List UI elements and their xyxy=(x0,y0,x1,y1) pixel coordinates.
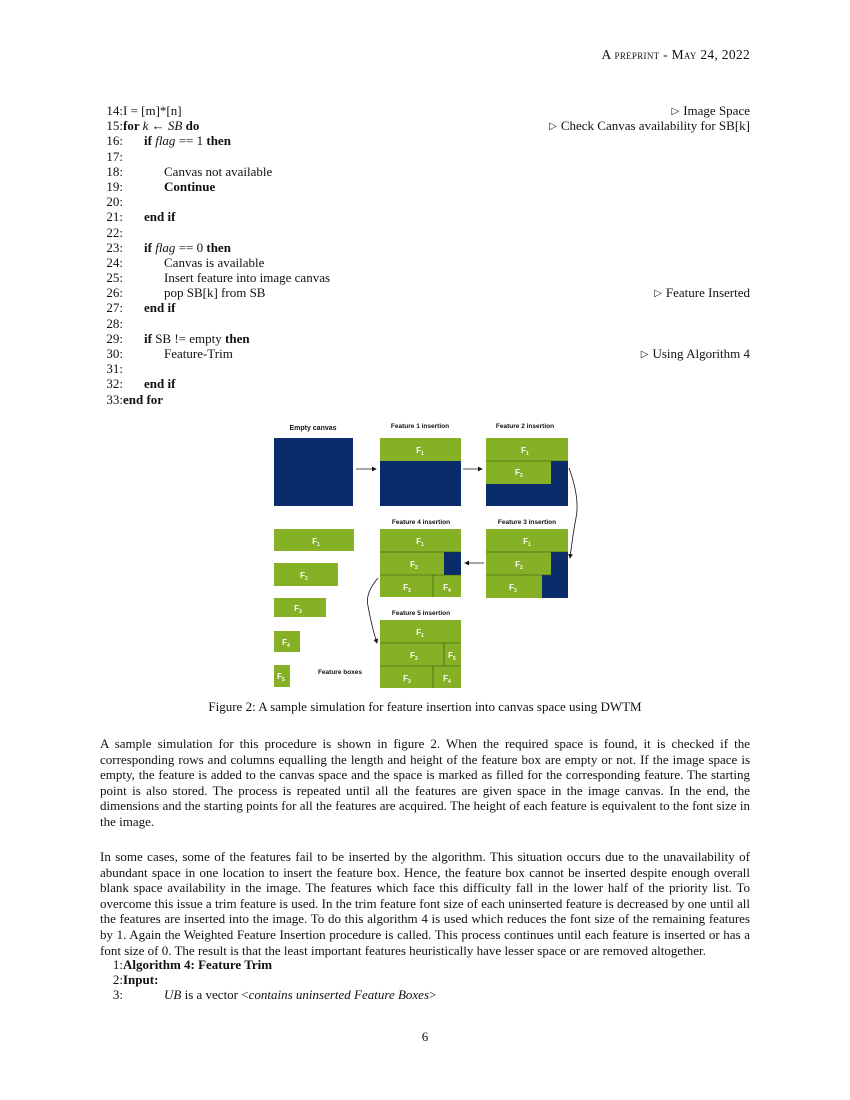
algorithm-4-start xyxy=(98,957,750,1003)
code-token: Continue xyxy=(164,178,216,194)
svg-text:F1: $F_1$ xyxy=(416,446,424,457)
svg-text:F3: $F_3$ xyxy=(509,583,517,594)
title-feature-3: Feature 3 insertion xyxy=(497,519,557,526)
code-token: end if xyxy=(144,209,176,225)
code-text xyxy=(123,972,158,987)
code-text xyxy=(144,376,175,391)
algo-line xyxy=(98,164,750,179)
code-token: if xyxy=(144,330,156,346)
svg-text:F2: $F_2$ xyxy=(515,560,523,571)
code-text xyxy=(164,255,264,270)
code-text xyxy=(123,957,272,972)
code-token: Canvas is available xyxy=(164,254,265,270)
code-token: then xyxy=(225,330,250,346)
svg-text:F1: $F_1$ xyxy=(521,446,529,457)
svg-text:F2: $F_2$ xyxy=(515,468,523,479)
code-token: Input: xyxy=(123,972,159,988)
algo-line xyxy=(98,118,750,133)
title-feature-4: Feature 4 insertion xyxy=(391,519,451,526)
algo-line xyxy=(98,240,750,255)
code-token: flag xyxy=(155,133,176,149)
code-token: Feature-Trim xyxy=(164,346,233,361)
code-token: then xyxy=(206,239,231,255)
line-number: 28: xyxy=(106,315,123,331)
algo-line xyxy=(98,255,750,270)
line-number: 27: xyxy=(106,300,123,316)
svg-text:F2: $F_2$ xyxy=(410,560,418,571)
line-number: 26: xyxy=(106,285,123,301)
code-token: I = [m]*[n] xyxy=(123,103,182,118)
canvas-feature-2 xyxy=(486,438,568,506)
code-token: if xyxy=(144,239,156,255)
svg-text:F4: $F_4$ xyxy=(282,638,290,649)
body-paragraph-1: A sample simulation for this procedure is shown in figure 2. When the required space is found, it is checked if the corresponding rows and columns equalling the length and height of the feature box are empty or not. If the image space is empty, the feature is added to the canvas space and the space is marked as filled for the corresponding feature. The starting point is also stored. The process is repeated until all the features are given space in the image canvas. In the end, the dimensions and the starting points for all the features are acquired. The height of each feature is equivalent to the font size in the image. xyxy=(100,736,750,829)
algo-line xyxy=(98,270,750,285)
svg-text:F1: $F_1$ xyxy=(523,537,531,548)
line-number: 2: xyxy=(112,972,123,988)
line-number: 15: xyxy=(106,118,123,134)
comment-text: Check Canvas availability for SB[k] xyxy=(560,118,750,134)
code-text xyxy=(164,987,436,1002)
line-number: 17: xyxy=(106,148,123,164)
code-token: if xyxy=(144,133,156,149)
title-feature-boxes: Feature boxes xyxy=(317,669,363,676)
header-label: A preprint xyxy=(601,47,660,62)
code-text xyxy=(123,103,182,118)
algo-line xyxy=(98,331,750,346)
code-token: SB != empty xyxy=(155,330,226,346)
title-empty-canvas: Empty canvas xyxy=(289,425,337,432)
algorithm-continuation xyxy=(98,103,750,407)
svg-text:F1: $F_1$ xyxy=(416,537,424,548)
svg-text:F5: $F_5$ xyxy=(277,672,285,683)
empty-canvas xyxy=(274,438,353,506)
code-text xyxy=(144,209,175,224)
algo-line xyxy=(98,987,750,1002)
header-date: May 24, 2022 xyxy=(671,47,750,62)
code-text xyxy=(164,179,215,194)
code-token: > xyxy=(429,987,437,1003)
comment-triangle-icon: ▷ xyxy=(640,349,649,360)
comment-text: Image Space xyxy=(683,103,750,118)
code-text xyxy=(123,392,163,407)
line-number: 29: xyxy=(106,330,123,346)
line-number: 16: xyxy=(106,133,123,149)
line-number: 20: xyxy=(106,194,123,210)
code-token: == 0 xyxy=(175,239,207,255)
algo-line xyxy=(98,972,750,987)
comment-text: Using Algorithm 4 xyxy=(652,346,750,361)
code-token: k ← SB xyxy=(142,118,183,134)
line-number: 24: xyxy=(106,254,123,270)
code-text xyxy=(164,270,330,285)
line-number: 21: xyxy=(106,209,123,225)
algo-line xyxy=(98,194,750,209)
algo-line xyxy=(98,361,750,376)
figure-2-diagram xyxy=(270,418,582,688)
code-token: then xyxy=(206,133,231,149)
line-number: 30: xyxy=(106,346,123,361)
algo-line xyxy=(98,179,750,194)
code-token: == 1 xyxy=(175,133,207,149)
title-feature-2: Feature 2 insertion xyxy=(495,423,555,430)
comment-triangle-icon: ▷ xyxy=(549,121,557,133)
code-token: for xyxy=(123,118,143,134)
svg-text:F4: $F_4$ xyxy=(443,583,451,594)
algo-line xyxy=(98,316,750,331)
code-text xyxy=(123,118,199,133)
comment-triangle-icon: ▷ xyxy=(654,288,662,300)
code-token: contains uninserted Feature Boxes xyxy=(248,987,430,1003)
code-token: end if xyxy=(144,300,176,316)
line-number: 25: xyxy=(106,270,123,286)
canvas-feature-4 xyxy=(380,529,461,597)
line-number: 23: xyxy=(106,239,123,255)
svg-text:F3: $F_3$ xyxy=(403,674,411,685)
line-number: 33: xyxy=(106,391,123,407)
line-number: 3: xyxy=(112,987,123,1003)
algo-line xyxy=(98,133,750,148)
body-paragraph-2: In some cases, some of the features fail to be inserted by the algorithm. This situation occurs due to the unavailability of abundant space in one location to insert the feature box. Hence, the feature box cannot be inserted despite enough overall blank space availability in the image. The features which face this difficulty fall in the lower half of the priority list. To overcome this issue a trim feature is used. In the trim feature font size of each uninserted feature is decreased by one until all the features are inserted into the image. To do this algorithm 4 is used which reduces the font size of the remaining features by 1. Again the Weighted Feature Insertion procedure is called. This process continues until each feature is inserted or has a font size of 0. The result is that the least important features heuristically have lesser space or are removed altogether. xyxy=(100,849,750,958)
svg-text:F5: $F_5$ xyxy=(448,651,456,662)
code-token: pop SB[k] from SB xyxy=(164,285,266,301)
code-text xyxy=(144,331,250,346)
code-token: Insert feature into image canvas xyxy=(164,270,331,286)
algo-line xyxy=(98,149,750,164)
line-number: 22: xyxy=(106,224,123,240)
code-token: end for xyxy=(123,391,164,407)
code-text xyxy=(144,133,231,148)
algo-line xyxy=(98,300,750,315)
code-token: flag xyxy=(155,239,176,255)
page-number: 6 xyxy=(421,1029,429,1044)
running-header xyxy=(602,47,750,63)
svg-text:F4: $F_4$ xyxy=(443,674,451,685)
code-text xyxy=(144,300,175,315)
code-token: Canvas not available xyxy=(164,163,273,179)
canvas-feature-1 xyxy=(380,438,461,506)
code-text xyxy=(164,346,233,361)
line-number: 31: xyxy=(106,361,123,377)
svg-text:F3: $F_3$ xyxy=(294,604,302,615)
code-text xyxy=(164,164,272,179)
svg-text:F1: $F_1$ xyxy=(312,537,320,548)
svg-text:F2: $F_2$ xyxy=(300,571,308,582)
svg-text:F1: $F_1$ xyxy=(416,628,424,639)
algo-line xyxy=(98,285,750,300)
feature-boxes xyxy=(274,529,354,687)
code-token: Algorithm 4: Feature Trim xyxy=(123,957,273,972)
code-token: UB xyxy=(164,987,182,1003)
algo-line xyxy=(98,957,750,972)
algo-line xyxy=(98,209,750,224)
algo-line xyxy=(98,225,750,240)
header-separator: - xyxy=(659,47,672,62)
line-number: 1: xyxy=(112,957,123,972)
line-number: 14: xyxy=(106,103,123,118)
code-text xyxy=(164,285,265,300)
algo-line xyxy=(98,376,750,391)
title-feature-5: Feature 5 insertion xyxy=(391,610,451,617)
figure-caption: Figure 2: A sample simulation for feature insertion into canvas space using DWTM xyxy=(208,699,642,714)
algo-line xyxy=(98,392,750,407)
comment-text: Feature Inserted xyxy=(665,285,750,301)
code-token: end if xyxy=(144,376,176,392)
comment-triangle-icon: ▷ xyxy=(671,106,680,117)
canvas-feature-3 xyxy=(486,529,568,598)
title-feature-1: Feature 1 insertion xyxy=(390,423,450,430)
code-token: is a vector < xyxy=(181,987,249,1003)
algo-line xyxy=(98,103,750,118)
algo-line xyxy=(98,346,750,361)
svg-text:F2: $F_2$ xyxy=(410,651,418,662)
code-token: do xyxy=(182,118,200,134)
line-number: 19: xyxy=(106,178,123,194)
line-number: 32: xyxy=(106,376,123,392)
line-number: 18: xyxy=(106,163,123,179)
code-text xyxy=(144,240,231,255)
canvas-feature-5 xyxy=(380,620,461,688)
svg-text:F3: $F_3$ xyxy=(403,583,411,594)
